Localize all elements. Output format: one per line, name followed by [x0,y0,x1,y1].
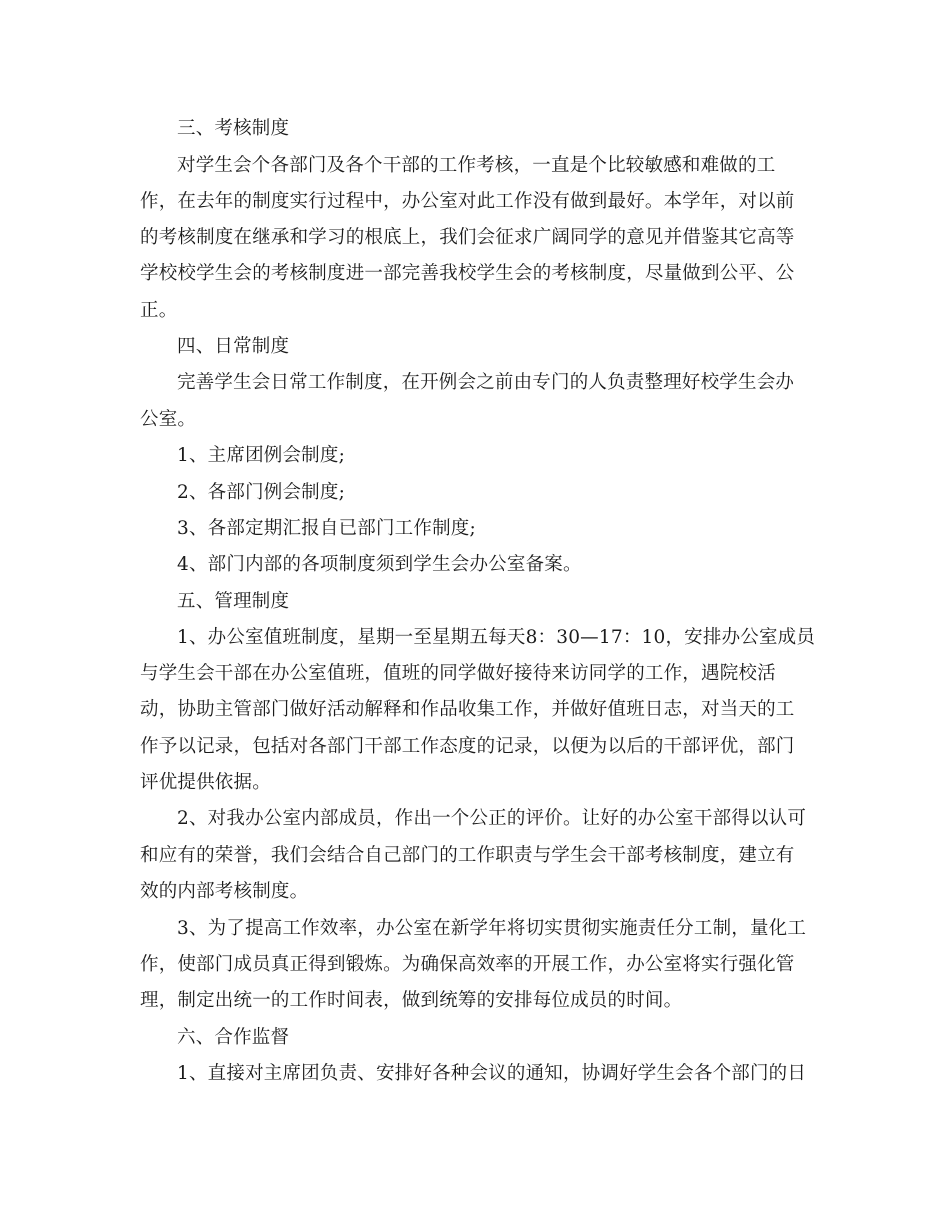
paragraph-line: 正。 [140,300,178,321]
list-item: 2、各部门例会制度; [177,482,346,503]
paragraph-line: 学校校学生会的考核制度进一部完善我校学生会的考核制度，尽量做到公平、公 [140,263,795,284]
paragraph-line: 作，使部门成员真正得到锻炼。为确保高效率的开展工作，办公室将实行强化管 [140,954,795,975]
section-heading-assessment: 三、考核制度 [177,118,290,139]
list-item: 3、各部定期汇报自已部门工作制度; [177,518,476,539]
paragraph-line: 动，协助主管部门做好活动解释和作品收集工作，并做好值班日志，对当天的工 [140,699,795,720]
paragraph-line: 1、办公室值班制度，星期一至星期五每天8：30—17：10，安排办公室成员 [177,627,816,648]
paragraph-line: 和应有的荣誉，我们会结合自己部门的工作职责与学生会干部考核制度，建立有 [140,845,795,866]
section-heading-management: 五、管理制度 [177,591,290,612]
paragraph-line: 作，在去年的制度实行过程中，办公室对此工作没有做到最好。本学年，对以前 [140,191,795,212]
paragraph-line: 与学生会干部在办公室值班，值班的同学做好接待来访同学的工作，遇院校活 [140,663,776,684]
paragraph-line: 理，制定出统一的工作时间表，做到统筹的安排每位成员的时间。 [140,990,683,1011]
section-heading-daily: 四、日常制度 [177,336,290,357]
paragraph-line: 对学生会个各部门及各个干部的工作考核，一直是个比较敏感和难做的工 [177,155,776,176]
paragraph-line: 2、对我办公室内部成员，作出一个公正的评价。让好的办公室干部得以认可 [177,808,807,829]
paragraph-line: 公室。 [140,409,197,430]
paragraph-line: 完善学生会日常工作制度，在开例会之前由专门的人负责整理好校学生会办 [177,372,795,393]
list-item: 4、部门内部的各项制度须到学生会办公室备案。 [177,554,582,575]
paragraph-line: 1、直接对主席团负责、安排好各种会议的通知，协调好学生会各个部门的日 [177,1063,807,1084]
paragraph-line: 效的内部考核制度。 [140,881,309,902]
paragraph-line: 作予以记录，包括对各部门干部工作态度的记录，以便为以后的干部评优，部门 [140,736,795,757]
paragraph-line: 的考核制度在继承和学习的根底上，我们会征求广阔同学的意见并借鉴其它高等 [140,227,795,248]
paragraph-line: 3、为了提高工作效率，办公室在新学年将切实贯彻实施责任分工制，量化工 [177,918,807,939]
list-item: 1、主席团例会制度; [177,445,346,466]
section-heading-cooperation: 六、合作监督 [177,1027,290,1048]
paragraph-line: 评优提供依据。 [140,772,271,793]
